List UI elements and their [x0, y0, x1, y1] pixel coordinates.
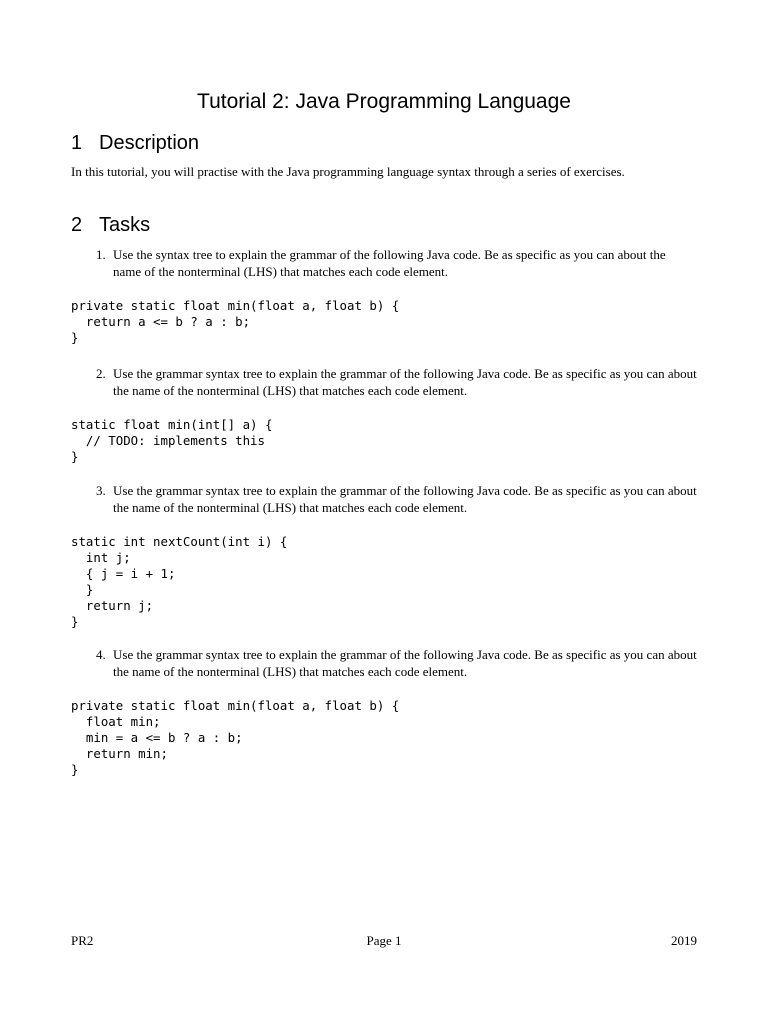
section-number: 1: [71, 132, 83, 154]
task-item-4: [96, 646, 697, 680]
code-block-1: private static float min(float a, float b) { return a <= b ? a : b; }: [71, 298, 400, 345]
task-number: 2.: [96, 366, 106, 381]
section-title: Description: [99, 132, 200, 154]
section-heading-description: [71, 130, 199, 156]
task-item-1: [96, 246, 697, 280]
task-number: 3.: [96, 483, 106, 498]
footer-left: PR2: [71, 933, 94, 948]
task-number: 1.: [96, 247, 106, 262]
task-number: 4.: [96, 647, 106, 662]
task-text: Use the grammar syntax tree to explain the grammar of the following Java code. Be as specific as you can about the name of the nonterminal (LHS) that matches each code element.: [113, 483, 697, 515]
task-text: Use the grammar syntax tree to explain the grammar of the following Java code. Be as specific as you can about the name of the nonterminal (LHS) that matches each code element.: [113, 647, 697, 679]
task-item-2: [96, 365, 697, 399]
task-item-3: [96, 482, 697, 516]
section-number: 2: [71, 214, 83, 236]
footer-page-number: Page 1: [366, 933, 402, 948]
document-title: Tutorial 2: Java Programming Language: [197, 90, 571, 113]
description-paragraph: In this tutorial, you will practise with the Java programming language syntax through a series of exercises.: [71, 164, 625, 179]
section-title: Tasks: [99, 214, 151, 236]
task-text: Use the syntax tree to explain the grammar of the following Java code. Be as specific as you can about the name of the nonterminal (LHS) that matches each code element.: [113, 247, 666, 279]
section-heading-tasks: [71, 212, 150, 238]
task-text: Use the grammar syntax tree to explain the grammar of the following Java code. Be as specific as you can about the name of the nonterminal (LHS) that matches each code element.: [113, 366, 697, 398]
code-block-2: static float min(int[] a) { // TODO: implements this }: [71, 417, 273, 464]
code-block-4: private static float min(float a, float b) { float min; min = a <= b ? a : b; return min; }: [71, 698, 400, 777]
footer-year: 2019: [671, 933, 697, 948]
code-block-3: static int nextCount(int i) { int j; { j = i + 1; } return j; }: [71, 534, 288, 629]
